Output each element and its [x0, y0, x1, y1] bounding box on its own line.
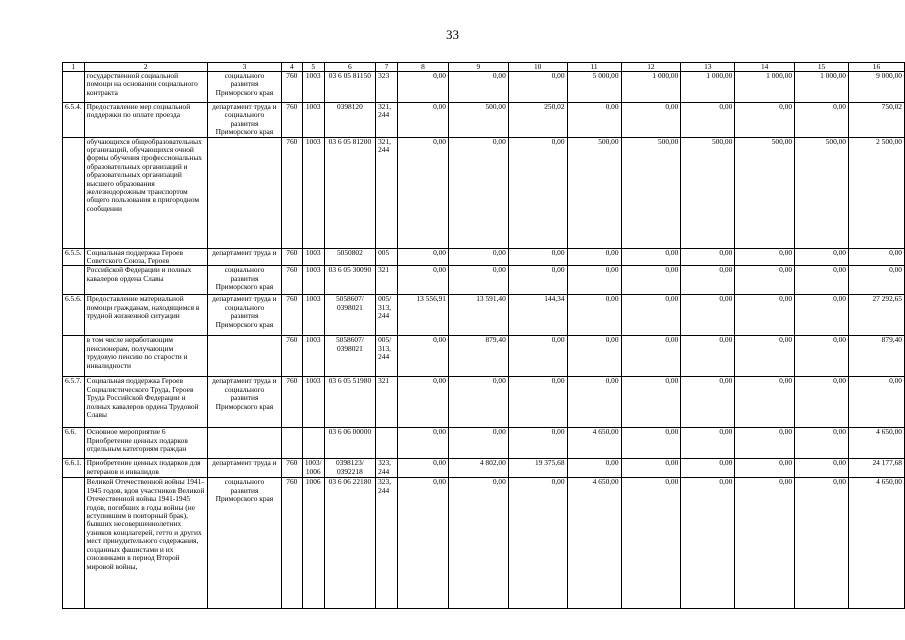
cell-v12: 500,00	[621, 137, 681, 248]
cell-v11: 500,00	[567, 137, 621, 248]
column-header-11: 11	[567, 63, 621, 72]
cell-c5: 1003	[302, 103, 324, 138]
cell-v8: 0,00	[397, 266, 448, 295]
cell-v16: 24 177,68	[849, 459, 905, 478]
cell-v11: 4 650,00	[567, 478, 621, 609]
cell-v13: 0,00	[681, 295, 735, 336]
cell-c7: 323, 244	[376, 478, 398, 609]
cell-v9: 0,00	[449, 137, 509, 248]
cell-v12: 0,00	[621, 248, 681, 266]
cell-num: 6.5.4.	[63, 103, 85, 138]
cell-v13: 0,00	[681, 336, 735, 377]
cell-v15: 0,00	[795, 295, 849, 336]
cell-c5: 1003	[302, 295, 324, 336]
cell-v10: 0,00	[508, 266, 567, 295]
table-row	[63, 478, 905, 609]
column-header-1: 1	[63, 63, 85, 72]
cell-v14: 0,00	[735, 478, 795, 609]
cell-text: Социальная поддержка Героев Советского Союза, Героев	[84, 248, 207, 266]
cell-num	[63, 478, 85, 609]
column-number-row	[63, 63, 905, 72]
cell-dept: департамент труда и	[207, 459, 281, 478]
cell-v11: 0,00	[567, 103, 621, 138]
cell-v10: 250,02	[508, 103, 567, 138]
cell-v11: 0,00	[567, 248, 621, 266]
column-header-2: 2	[84, 63, 207, 72]
column-header-14: 14	[735, 63, 795, 72]
cell-v11: 0,00	[567, 459, 621, 478]
cell-v8: 0,00	[397, 103, 448, 138]
cell-c5: 1003	[302, 266, 324, 295]
cell-v14: 0,00	[735, 248, 795, 266]
cell-c4: 760	[281, 377, 302, 428]
table-row	[63, 428, 905, 459]
cell-num: 6.5.5.	[63, 248, 85, 266]
cell-v15: 0,00	[795, 377, 849, 428]
cell-v12: 0,00	[621, 103, 681, 138]
cell-v11: 0,00	[567, 295, 621, 336]
cell-v13: 0,00	[681, 103, 735, 138]
cell-v14: 0,00	[735, 103, 795, 138]
cell-v9: 500,00	[449, 103, 509, 138]
cell-dept: социального развития Приморского края	[207, 478, 281, 609]
cell-v13: 0,00	[681, 459, 735, 478]
cell-c7: 005/ 313, 244	[376, 336, 398, 377]
cell-v15: 0,00	[795, 248, 849, 266]
cell-v14: 1 000,00	[735, 72, 795, 103]
cell-num: 6.6.1.	[63, 459, 85, 478]
cell-v8: 0,00	[397, 428, 448, 459]
cell-c6: 0398120	[324, 103, 375, 138]
cell-c4: 760	[281, 72, 302, 103]
cell-v13: 0,00	[681, 478, 735, 609]
cell-c7: 005/ 313, 244	[376, 295, 398, 336]
cell-v14: 0,00	[735, 459, 795, 478]
column-header-10: 10	[508, 63, 567, 72]
cell-v9: 13 591,40	[449, 295, 509, 336]
cell-c4	[281, 428, 302, 459]
cell-v15: 0,00	[795, 103, 849, 138]
cell-text: Великой Отечественной войны 1941-1945 годов, вдов участников Великой Отечественной войны 1941-1945 годов, погибших в годы войны (не вступившим в повторный брак), бывших несовершеннолетних узников концлагерей, гетто и других мест принудительного содержания, созданных фашистами и их союзниками в период Второй мировой войны,	[84, 478, 207, 609]
table-row	[63, 137, 905, 248]
table-row	[63, 103, 905, 138]
cell-v10: 19 375,68	[508, 459, 567, 478]
cell-text: государственной социальной помощи на основании социального контракта	[84, 72, 207, 103]
cell-c5: 1003	[302, 72, 324, 103]
table-row	[63, 266, 905, 295]
cell-c4: 760	[281, 336, 302, 377]
cell-c4: 760	[281, 295, 302, 336]
cell-text: Предоставление мер социальной поддержки по оплате проезда	[84, 103, 207, 138]
cell-c4: 760	[281, 103, 302, 138]
cell-c6: 5058607/ 0398021	[324, 295, 375, 336]
cell-dept: социального развития Приморского края	[207, 72, 281, 103]
cell-text: Приобретение ценных подарков для ветеранов и инвалидов	[84, 459, 207, 478]
cell-v9: 0,00	[449, 266, 509, 295]
table-row	[63, 377, 905, 428]
cell-v15: 0,00	[795, 459, 849, 478]
column-header-5: 5	[302, 63, 324, 72]
cell-c6: 03 6 06 00000	[324, 428, 375, 459]
cell-v14: 0,00	[735, 428, 795, 459]
cell-c6: 03 6 05 51980	[324, 377, 375, 428]
column-header-16: 16	[849, 63, 905, 72]
column-header-8: 8	[397, 63, 448, 72]
cell-c7: 321	[376, 266, 398, 295]
cell-num: 6.5.7.	[63, 377, 85, 428]
cell-v15: 0,00	[795, 336, 849, 377]
cell-dept: департамент труда и социального развития Приморского края	[207, 377, 281, 428]
cell-c5: 1003	[302, 248, 324, 266]
cell-c7: 321	[376, 377, 398, 428]
cell-v8: 13 556,91	[397, 295, 448, 336]
cell-v11: 0,00	[567, 336, 621, 377]
cell-c4: 760	[281, 459, 302, 478]
cell-v11: 5 000,00	[567, 72, 621, 103]
table-row	[63, 72, 905, 103]
cell-c4: 760	[281, 248, 302, 266]
cell-num: 6.5.6.	[63, 295, 85, 336]
column-header-3: 3	[207, 63, 281, 72]
column-header-13: 13	[681, 63, 735, 72]
column-header-12: 12	[621, 63, 681, 72]
cell-dept	[207, 137, 281, 248]
cell-v14: 0,00	[735, 266, 795, 295]
cell-v10: 0,00	[508, 377, 567, 428]
cell-v10: 0,00	[508, 336, 567, 377]
cell-v16: 0,00	[849, 248, 905, 266]
cell-c6: 03 6 05 81150	[324, 72, 375, 103]
cell-v13: 1 000,00	[681, 72, 735, 103]
cell-v16: 9 000,00	[849, 72, 905, 103]
cell-text: Основное мероприятие 6 Приобретение ценных подарков отдельным категориям граждан	[84, 428, 207, 459]
cell-dept: департамент труда и социального развития Приморского края	[207, 103, 281, 138]
cell-v15: 0,00	[795, 428, 849, 459]
cell-v9: 0,00	[449, 72, 509, 103]
cell-c7: 323, 244	[376, 459, 398, 478]
cell-v9: 4 802,00	[449, 459, 509, 478]
cell-c5: 1003	[302, 336, 324, 377]
cell-dept: департамент труда и	[207, 248, 281, 266]
cell-num	[63, 137, 85, 248]
cell-v11: 4 650,00	[567, 428, 621, 459]
cell-text: Российской Федерации и полных кавалеров ордена Славы	[84, 266, 207, 295]
cell-num	[63, 266, 85, 295]
cell-c6: 03 6 05 30090	[324, 266, 375, 295]
column-header-9: 9	[449, 63, 509, 72]
cell-v15: 1 000,00	[795, 72, 849, 103]
cell-v8: 0,00	[397, 459, 448, 478]
cell-v16: 2 500,00	[849, 137, 905, 248]
column-header-15: 15	[795, 63, 849, 72]
table-row	[63, 459, 905, 478]
cell-v16: 0,00	[849, 377, 905, 428]
cell-v16: 879,40	[849, 336, 905, 377]
cell-v9: 0,00	[449, 248, 509, 266]
cell-v8: 0,00	[397, 72, 448, 103]
cell-c5: 1003	[302, 137, 324, 248]
cell-num	[63, 72, 85, 103]
cell-v10: 144,34	[508, 295, 567, 336]
cell-v8: 0,00	[397, 377, 448, 428]
cell-dept: социального развития Приморского края	[207, 266, 281, 295]
cell-v9: 0,00	[449, 377, 509, 428]
cell-c6: 5050802	[324, 248, 375, 266]
cell-v14: 0,00	[735, 336, 795, 377]
cell-num	[63, 336, 85, 377]
cell-c5: 1003	[302, 377, 324, 428]
cell-v13: 0,00	[681, 266, 735, 295]
cell-dept	[207, 428, 281, 459]
cell-v16: 0,00	[849, 266, 905, 295]
cell-c6: 03 6 05 81200	[324, 137, 375, 248]
cell-v8: 0,00	[397, 336, 448, 377]
cell-c7: 321, 244	[376, 103, 398, 138]
cell-v14: 0,00	[735, 295, 795, 336]
cell-dept	[207, 336, 281, 377]
cell-c7: 005	[376, 248, 398, 266]
cell-v11: 0,00	[567, 266, 621, 295]
cell-v16: 4 650,00	[849, 428, 905, 459]
cell-v14: 0,00	[735, 377, 795, 428]
cell-text: Социальная поддержка Героев Социалистического Труда, Героев Труда Российской Федерации и полных кавалеров ордена Трудовой Славы	[84, 377, 207, 428]
cell-v13: 0,00	[681, 248, 735, 266]
cell-v12: 0,00	[621, 459, 681, 478]
cell-v12: 0,00	[621, 428, 681, 459]
cell-c6: 03 6 06 22180	[324, 478, 375, 609]
column-header-7: 7	[376, 63, 398, 72]
cell-v12: 0,00	[621, 478, 681, 609]
cell-v16: 750,02	[849, 103, 905, 138]
cell-v13: 500,00	[681, 137, 735, 248]
cell-v12: 0,00	[621, 336, 681, 377]
cell-c7: 321, 244	[376, 137, 398, 248]
cell-v15: 0,00	[795, 478, 849, 609]
budget-table	[62, 62, 905, 609]
cell-c6: 5058607/ 0398021	[324, 336, 375, 377]
cell-v13: 0,00	[681, 428, 735, 459]
table-row	[63, 336, 905, 377]
cell-v14: 500,00	[735, 137, 795, 248]
table-row	[63, 295, 905, 336]
cell-v10: 0,00	[508, 478, 567, 609]
column-header-4: 4	[281, 63, 302, 72]
page-number: 33	[446, 27, 459, 42]
table-row	[63, 248, 905, 266]
cell-c4: 760	[281, 478, 302, 609]
cell-v11: 0,00	[567, 377, 621, 428]
cell-c4: 760	[281, 266, 302, 295]
cell-v10: 0,00	[508, 248, 567, 266]
cell-v16: 4 650,00	[849, 478, 905, 609]
cell-v12: 1 000,00	[621, 72, 681, 103]
cell-v15: 500,00	[795, 137, 849, 248]
cell-c5	[302, 428, 324, 459]
cell-v12: 0,00	[621, 266, 681, 295]
cell-c5: 1003/ 1006	[302, 459, 324, 478]
cell-text: в том числе неработающим пенсионерам, получающим трудовую пенсию по старости и инвалидности	[84, 336, 207, 377]
cell-v9: 879,40	[449, 336, 509, 377]
cell-v9: 0,00	[449, 478, 509, 609]
cell-num: 6.6.	[63, 428, 85, 459]
cell-v8: 0,00	[397, 137, 448, 248]
column-header-6: 6	[324, 63, 375, 72]
cell-v13: 0,00	[681, 377, 735, 428]
cell-v9: 0,00	[449, 428, 509, 459]
cell-text: обучающихся общеобразовательных организаций, обучающихся очной формы обучения профессиональных образовательных организаций и образовательных организаций высшего образования железнодорожным транспортом общего пользования в пригородном сообщении	[84, 137, 207, 248]
cell-v10: 0,00	[508, 428, 567, 459]
cell-c4: 760	[281, 137, 302, 248]
cell-v16: 27 292,65	[849, 295, 905, 336]
cell-c5: 1006	[302, 478, 324, 609]
cell-v10: 0,00	[508, 72, 567, 103]
cell-c6: 0398123/ 0392218	[324, 459, 375, 478]
cell-c7	[376, 428, 398, 459]
cell-c7: 323	[376, 72, 398, 103]
cell-v8: 0,00	[397, 248, 448, 266]
cell-dept: департамент труда и социального развития Приморского края	[207, 295, 281, 336]
cell-v10: 0,00	[508, 137, 567, 248]
cell-text: Предоставление материальной помощи гражданам, находящимся в трудной жизненной ситуации	[84, 295, 207, 336]
cell-v12: 0,00	[621, 377, 681, 428]
cell-v15: 0,00	[795, 266, 849, 295]
cell-v12: 0,00	[621, 295, 681, 336]
cell-v8: 0,00	[397, 478, 448, 609]
